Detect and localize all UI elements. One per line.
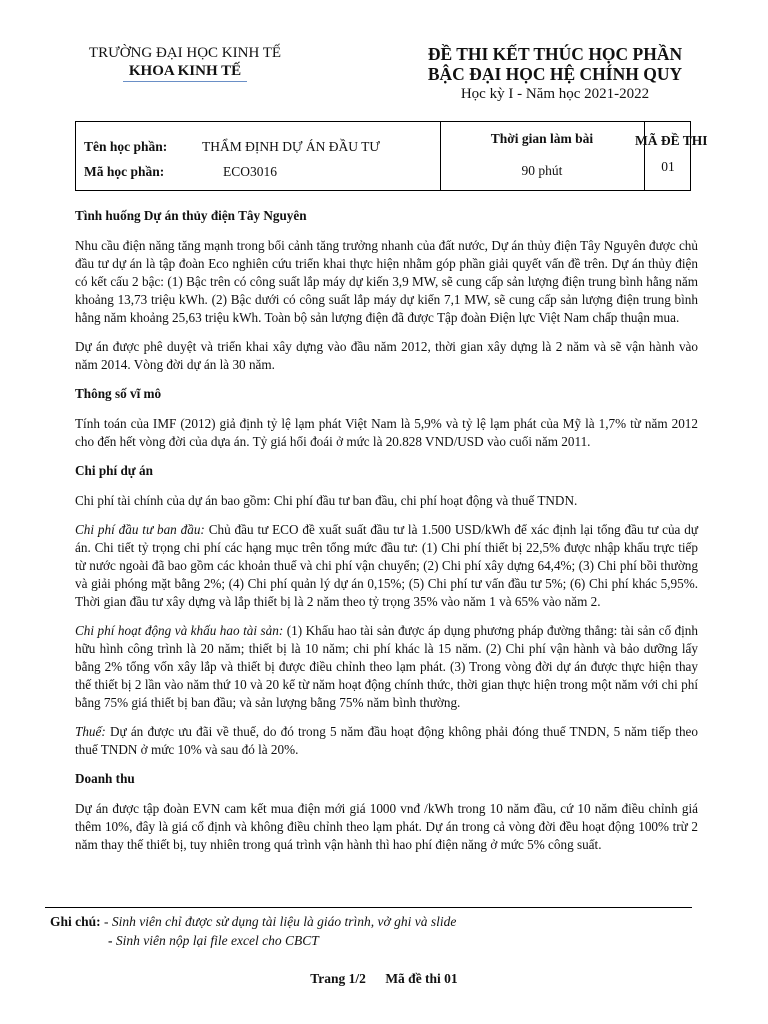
- paragraph-tax: [75, 723, 698, 759]
- course-name: THẨM ĐỊNH DỰ ÁN ĐẦU TƯ: [202, 139, 380, 154]
- page-number: Trang 1/2: [310, 971, 366, 986]
- course-name-label: Tên học phần:: [84, 139, 168, 154]
- course-code: ECO3016: [223, 164, 277, 179]
- operations-label: Chi phí hoạt động và khấu hao tài sản:: [75, 623, 284, 638]
- heading-cost: Chi phí dự án: [75, 463, 153, 478]
- course-code-label: Mã học phần:: [84, 164, 165, 179]
- paragraph-revenue: Dự án được tập đoàn EVN cam kết mua điện mới giá 1000 vnđ /kWh trong 10 năm đầu, cứ 10 năm điều chỉnh giá thêm 10%, đây là giá cố định và không điều chỉnh theo lạm phát. Dự án trong cả vòng đời đều hoạt động 100% trừ 2 năm thay thế thiết bị, tuy nhiên trong quá trình vận hành thì hao phí điện năng ở mức 5% công suất.: [75, 801, 698, 852]
- exam-code-label: MÃ ĐỀ THI: [635, 133, 708, 148]
- investment-label: Chi phí đầu tư ban đầu:: [75, 522, 205, 537]
- exam-code-cell: [635, 122, 708, 190]
- heading-macro: Thông số vĩ mô: [75, 386, 162, 401]
- footer-exam-code: Mã đề thi 01: [385, 971, 458, 986]
- course-cell: [76, 122, 441, 190]
- semester: Học kỳ I - Năm học 2021-2022: [460, 86, 650, 102]
- note-divider: [45, 907, 692, 908]
- tax-label: Thuế:: [75, 724, 106, 739]
- investment-text: Chủ đầu tư ECO đề xuất suất đầu tư là 1.500 USD/kWh để xác định lại tổng đầu tư của dự án. Chi tiết tỷ trọng chi phí các hạng mục trên tổng mức đầu tư: (1) Chi phí thiết bị 22,5% được nhập khẩu trực tiếp từ nước ngoài đã bao gồm các khoản thuế và chi phí vận chuyển; (2) Chi phí xây dựng 64,4%; (3) Chi phí bồi thường và giải phóng mặt bằng 2%; (4) Chi phí quản lý dự án 0,15%; (5) Chi phí tư vấn đầu tư 5%; (6) Chi phí khác 5,95%. Thời gian đầu tư xây dựng và lắp thiết bị là 2 năm theo tỷ trọng 35% vào năm 1 và 65% vào năm 2.: [75, 522, 699, 609]
- exam-content: [75, 207, 698, 854]
- header-right: [395, 44, 715, 104]
- paragraph-operations: [75, 622, 698, 712]
- header-left: [60, 44, 310, 82]
- note-line-2: Sinh viên nộp lại file excel cho CBCT: [115, 933, 319, 948]
- paragraph-intro: Nhu cầu điện năng tăng mạnh trong bối cảnh tăng trưởng nhanh của đất nước, Dự án thủy điện Tây Nguyên được chủ đầu tư dự án là tập đoàn Eco nghiên cứu triển khai thực hiện nhằm góp phần giải quyết vấn đề trên. Dự án thủy điện có kết cấu 2 bậc: (1) Bậc trên có công suất lắp máy dự kiến 3,9 MW, sẽ cung cấp sản lượng điện trung bình hằng năm khoảng 13,73 triệu kWh. (2) Bậc dưới có công suất lắp máy dự kiến 7,1 MW, sẽ cung cấp sản lượng điện trung bình hằng năm khoảng 25,63 triệu kWh. Toàn bộ sản lượng điện đã được Tập đoàn Điện lực Việt Nam chấp thuận mua.: [75, 238, 698, 325]
- paragraph-investment: [75, 521, 698, 611]
- tax-text: Dự án được ưu đãi về thuế, do đó trong 5 năm đầu hoạt động không phải đóng thuế TNDN, 5 năm tiếp theo thuế TNDN ở mức 10% và sau đó là 20%.: [75, 724, 698, 757]
- exam-info-table: [75, 121, 708, 191]
- department-name: KHOA KINH TẾ: [123, 62, 247, 82]
- exam-level: BẬC ĐẠI HỌC HỆ CHÍNH QUY: [427, 64, 683, 84]
- time-label: Thời gian làm bài: [490, 131, 594, 146]
- heading-revenue: Doanh thu: [75, 771, 135, 786]
- note-section: Ghi chú: - Sinh viên chỉ được sử dụng tài liệu là giáo trình, vở ghi và slide - Sinh viên nộp lại file excel cho CBCT: [50, 914, 457, 948]
- case-title: Tình huống Dự án thủy điện Tây Nguyên: [75, 208, 307, 223]
- note-line-1: - Sinh viên chỉ được sử dụng tài liệu là giáo trình, vở ghi và slide: [104, 914, 457, 929]
- exam-title: ĐỀ THI KẾT THÚC HỌC PHẦN: [427, 44, 683, 64]
- note-label: Ghi chú: [50, 914, 97, 929]
- paragraph-schedule: Dự án được phê duyệt và triển khai xây dựng vào đầu năm 2012, thời gian xây dựng là 2 năm và sẽ vận hành vào năm 2014. Vòng đời dự án là 30 năm.: [75, 339, 698, 372]
- school-name: TRƯỜNG ĐẠI HỌC KINH TẾ: [88, 45, 282, 61]
- time-value: 90 phút: [521, 163, 563, 178]
- operations-text: (1) Khấu hao tài sản được áp dụng phương pháp đường thẳng: tài sản cố định hữu hình công trình là 20 năm; thiết bị là 10 năm; chi phí khác là 15 năm. (2) Chi phí vận hành và bảo dưỡng lấy bằng 2% tổng vốn xây lắp và thiết bị được điều chỉnh theo lạm phát. (3) Trong vòng đời dự án được thực hiện thay thế thiết bị 2 lần vào năm thứ 10 và 20 kể từ năm hoạt động chính thức, thời gian thực hiện trong một năm với chi phí bằng 75% giá thiết bị ban đầu; và sản lượng bằng 75% năm bình thường.: [75, 623, 698, 710]
- paragraph-macro: Tính toán của IMF (2012) giả định tỷ lệ lạm phát Việt Nam là 5,9% và tỷ lệ lạm phát của Mỹ là 1,7% từ năm 2012 cho đến hết vòng đời của dựa án. Tỷ giá hối đoái ở mức là 20.828 VND/USD vào cuối năm 2011.: [75, 416, 698, 449]
- exam-code: 01: [661, 159, 675, 174]
- paragraph-cost: Chi phí tài chính của dự án bao gồm: Chi phí đầu tư ban đầu, chi phí hoạt động và thuế TNDN.: [75, 493, 578, 508]
- time-cell: [440, 122, 645, 190]
- page-footer: [0, 971, 768, 987]
